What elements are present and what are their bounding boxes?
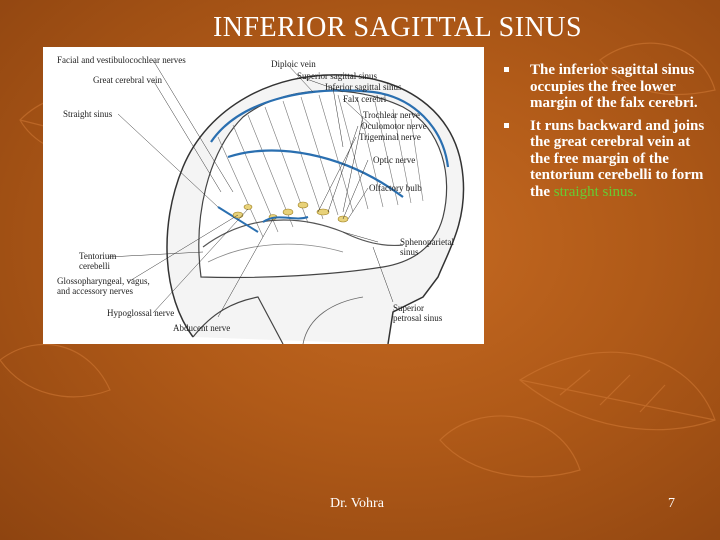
figure-label: Oculomotor nerve (361, 121, 427, 131)
square-bullet-icon (504, 67, 509, 72)
figure-label: Optic nerve (373, 155, 416, 165)
square-bullet-icon (504, 123, 509, 128)
figure-label: Great cerebral vein (93, 75, 162, 85)
bullet-item (500, 118, 710, 201)
figure-label: Superior petrosal sinus (393, 303, 443, 323)
figure-label: Glossopharyngeal, vagus, and accessory nerves (57, 276, 150, 296)
bullet-list (500, 62, 710, 200)
figure-label: Hypoglossal nerve (107, 308, 175, 318)
footer-author: Dr. Vohra (330, 496, 384, 511)
highlight-text: straight sinus. (553, 183, 638, 200)
figure-label: Sphenoparietal sinus (400, 237, 454, 257)
figure-label: Inferior sagittal sinus (325, 82, 402, 92)
skull-section-drawing (43, 47, 484, 344)
figure-label: Tentorium cerebelli (79, 251, 117, 271)
figure-label: Trigeminal nerve (359, 132, 421, 142)
figure-label: Falx cerebri (343, 94, 387, 104)
figure-label: Olfactory bulb (369, 183, 422, 193)
figure-label: Diploic vein (271, 59, 316, 69)
figure-label: Abducent nerve (173, 323, 231, 333)
page-number: 7 (668, 496, 675, 511)
brain-sinus-illustration (43, 47, 484, 344)
figure-label: Trochlear nerve (363, 110, 420, 120)
figure-label: Facial and vestibulocochlear nerves (57, 55, 186, 65)
bullet-text: It runs backward and joins the great cerebral vein at the free margin of the tentorium cerebelli to form the (530, 117, 705, 200)
bullet-text: The inferior sagittal sinus occupies the free lower margin of the falx cerebri. (530, 62, 698, 111)
slide-title: INFERIOR SAGITTAL SINUS (212, 12, 583, 43)
figure-label: Straight sinus (63, 109, 113, 119)
bullet-item (500, 62, 710, 112)
figure-label: Superior sagittal sinus (297, 71, 377, 81)
